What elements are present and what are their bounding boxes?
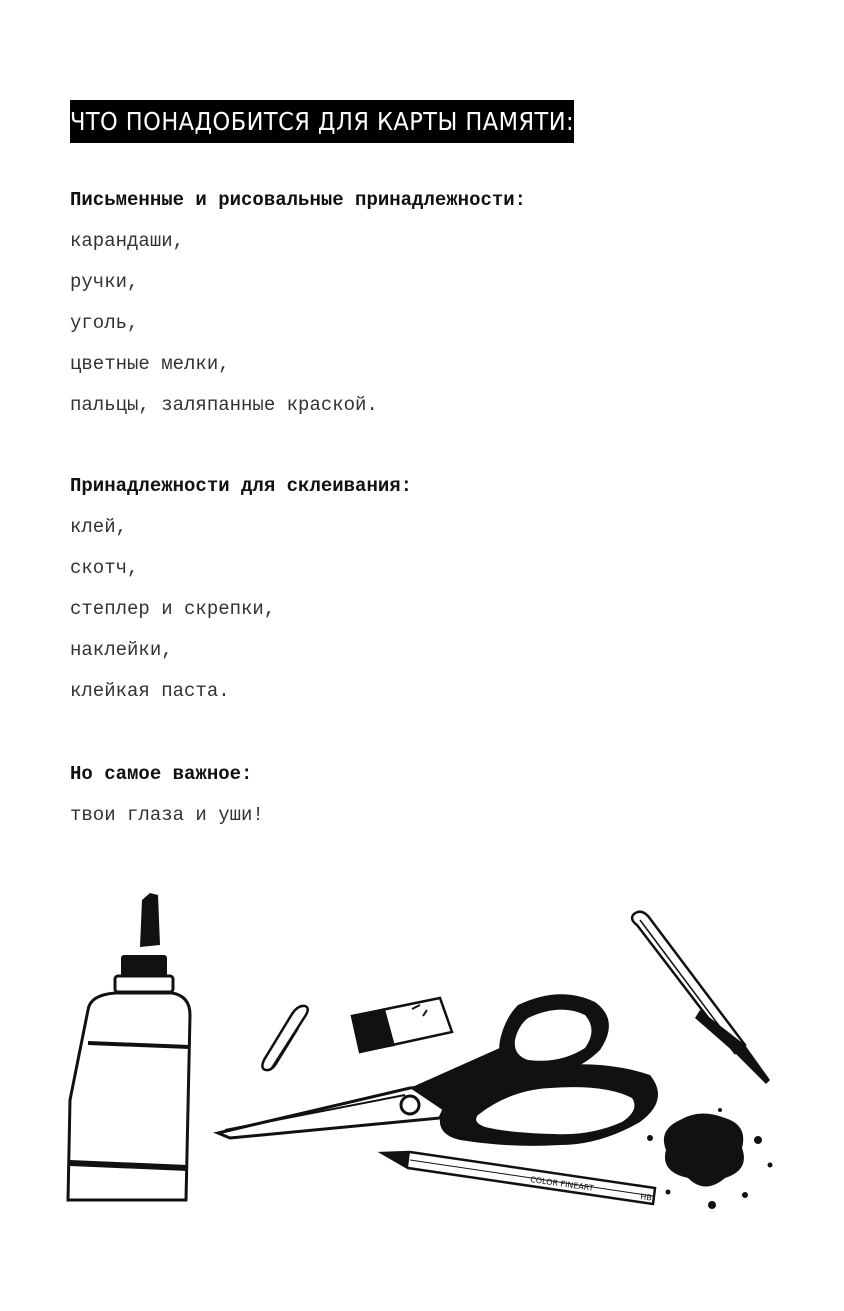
title-banner [70, 100, 574, 143]
page-title: ЧТО ПОНАДОБИТСЯ ДЛЯ КАРТЫ ПАМЯТИ: [69, 107, 575, 136]
ink-blot-icon [647, 1108, 773, 1209]
pencil-label: COLOR FINEART [529, 1175, 595, 1193]
list-item: степлер и скрепки, [70, 598, 276, 620]
list-item: наклейки, [70, 639, 173, 661]
list-item: клей, [70, 516, 128, 538]
section-heading: Принадлежности для склеивания: [70, 475, 413, 497]
list-item: карандаши, [70, 230, 185, 252]
list-item: твои глаза и уши! [70, 804, 264, 826]
section-gluing-supplies [70, 474, 412, 720]
list-item: клейкая паста. [70, 680, 230, 702]
list-item: ручки, [70, 271, 139, 293]
eraser-icon [352, 998, 452, 1052]
section-writing-supplies [70, 188, 526, 434]
pencil-icon [382, 1152, 655, 1204]
supplies-illustration [0, 880, 844, 1220]
pencil-grade: HB [639, 1192, 653, 1203]
section-heading: Письменные и рисовальные принадлежности: [70, 189, 527, 211]
list-item: пальцы, заляпанные краской. [70, 394, 378, 416]
list-item: скотч, [70, 557, 139, 579]
section-heading: Но самое важное: [70, 763, 253, 785]
list-item: уголь, [70, 312, 139, 334]
list-item: цветные мелки, [70, 353, 230, 375]
section-most-important [70, 762, 264, 844]
glue-bottle-icon [68, 893, 190, 1200]
pen-icon [632, 912, 770, 1084]
paperclip-icon [262, 1006, 307, 1070]
